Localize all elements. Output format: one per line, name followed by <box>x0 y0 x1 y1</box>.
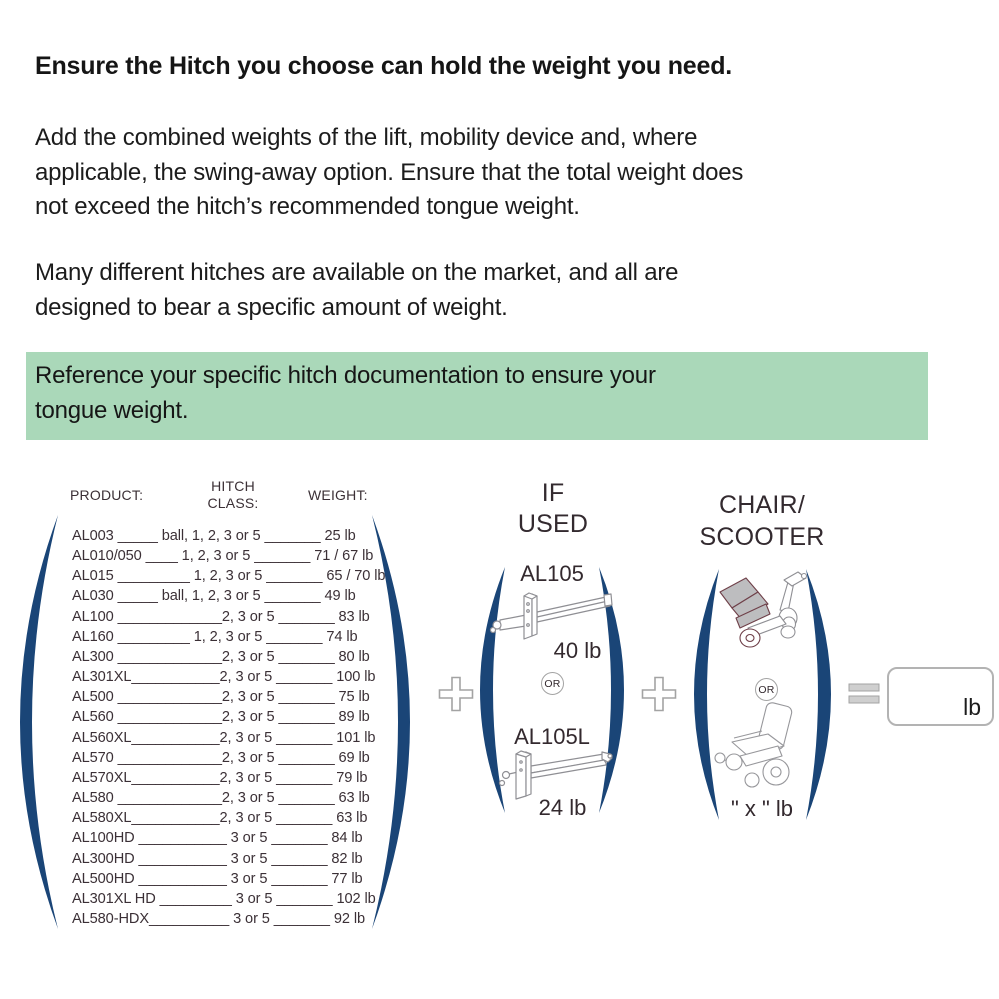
table-header-weight: WEIGHT: <box>308 487 368 503</box>
table-row: AL301XL___________2, 3 or 5 _______ 100 lb <box>72 669 376 686</box>
page-title: Ensure the Hitch you choose can hold the weight you need. <box>35 52 733 80</box>
callout-line: Reference your specific hitch documentation to ensure your <box>35 362 656 389</box>
chair-weight-placeholder: " x " lb <box>730 796 794 821</box>
power-chair-illustration <box>712 700 808 799</box>
left-bracket-icon <box>18 512 60 932</box>
table-row: AL560 _____________2, 3 or 5 _______ 89 lb <box>72 709 370 726</box>
paragraph-line: Many different hitches are available on the market, and all are <box>35 259 679 286</box>
plus-icon <box>639 674 679 719</box>
al105l-label: AL105L <box>514 724 590 749</box>
chair-scooter-title <box>692 489 832 553</box>
table-row: AL300 _____________2, 3 or 5 _______ 80 lb <box>72 648 370 665</box>
or-label: OR <box>544 677 561 690</box>
table-row: AL580 _____________2, 3 or 5 _______ 63 lb <box>72 790 370 807</box>
paragraph-line: not exceed the hitch’s recommended tongue weight. <box>35 193 580 220</box>
al105l-weight: 24 lb <box>538 795 587 820</box>
table-header-hitch-class <box>198 478 268 512</box>
if-used-title <box>503 478 603 540</box>
table-row: AL100 _____________2, 3 or 5 _______ 83 lb <box>72 608 370 625</box>
total-weight-box <box>887 667 994 726</box>
table-header-product: PRODUCT: <box>70 487 144 503</box>
paragraph-line: applicable, the swing-away option. Ensure that the total weight does <box>35 158 744 186</box>
table-row: AL500 _____________2, 3 or 5 _______ 75 lb <box>72 689 370 706</box>
al105-weight: 40 lb <box>553 638 602 663</box>
table-row: AL580XL___________2, 3 or 5 _______ 63 lb <box>72 810 368 827</box>
paragraph-line: designed to bear a specific amount of weight. <box>35 293 508 321</box>
paragraph-combined-weights <box>35 121 743 225</box>
paragraph-many-hitches <box>35 256 678 325</box>
or-badge <box>755 678 778 701</box>
table-header-line: HITCH <box>211 478 255 494</box>
table-header-line: CLASS: <box>207 495 259 511</box>
or-label: OR <box>758 683 775 696</box>
if-used-title-line: IF <box>541 479 565 507</box>
table-row: AL301XL HD _________ 3 or 5 _______ 102 lb <box>72 890 376 907</box>
al105-label: AL105 <box>520 561 584 586</box>
table-row: AL030 _____ ball, 1, 2, 3 or 5 _______ 49 lb <box>72 588 356 605</box>
callout-text <box>35 359 656 428</box>
table-row: AL300HD ___________ 3 or 5 _______ 82 lb <box>72 850 363 867</box>
table-row: AL570XL___________2, 3 or 5 _______ 79 lb <box>72 769 368 786</box>
plus-icon <box>436 674 476 719</box>
table-row: AL570 _____________2, 3 or 5 _______ 69 lb <box>72 749 370 766</box>
table-row: AL015 _________ 1, 2, 3 or 5 _______ 65 / 70 lb <box>72 568 386 585</box>
product-table <box>72 526 386 929</box>
scooter-illustration <box>714 566 814 667</box>
total-weight-unit: lb <box>963 694 981 720</box>
table-row: AL580-HDX__________ 3 or 5 _______ 92 lb <box>72 910 365 927</box>
callout-line: tongue weight. <box>35 396 189 424</box>
table-row: AL010/050 ____ 1, 2, 3 or 5 _______ 71 / 67 lb <box>72 548 374 565</box>
table-row: AL500HD ___________ 3 or 5 _______ 77 lb <box>72 870 363 887</box>
table-row: AL560XL___________2, 3 or 5 _______ 101 lb <box>72 729 376 746</box>
if-used-title-line: USED <box>517 510 589 538</box>
chair-scooter-title-line: CHAIR/ <box>719 491 805 519</box>
equals-icon <box>848 683 880 709</box>
paragraph-line: Add the combined weights of the lift, mobility device and, where <box>35 124 698 151</box>
or-badge <box>541 672 564 695</box>
chair-scooter-title-line: SCOOTER <box>699 523 825 551</box>
table-row: AL100HD ___________ 3 or 5 _______ 84 lb <box>72 830 363 847</box>
right-bracket-icon <box>370 512 412 932</box>
table-row: AL003 _____ ball, 1, 2, 3 or 5 _______ 25 lb <box>72 528 356 544</box>
callout-box <box>26 352 928 440</box>
table-row: AL160 _________ 1, 2, 3 or 5 _______ 74 lb <box>72 628 358 645</box>
